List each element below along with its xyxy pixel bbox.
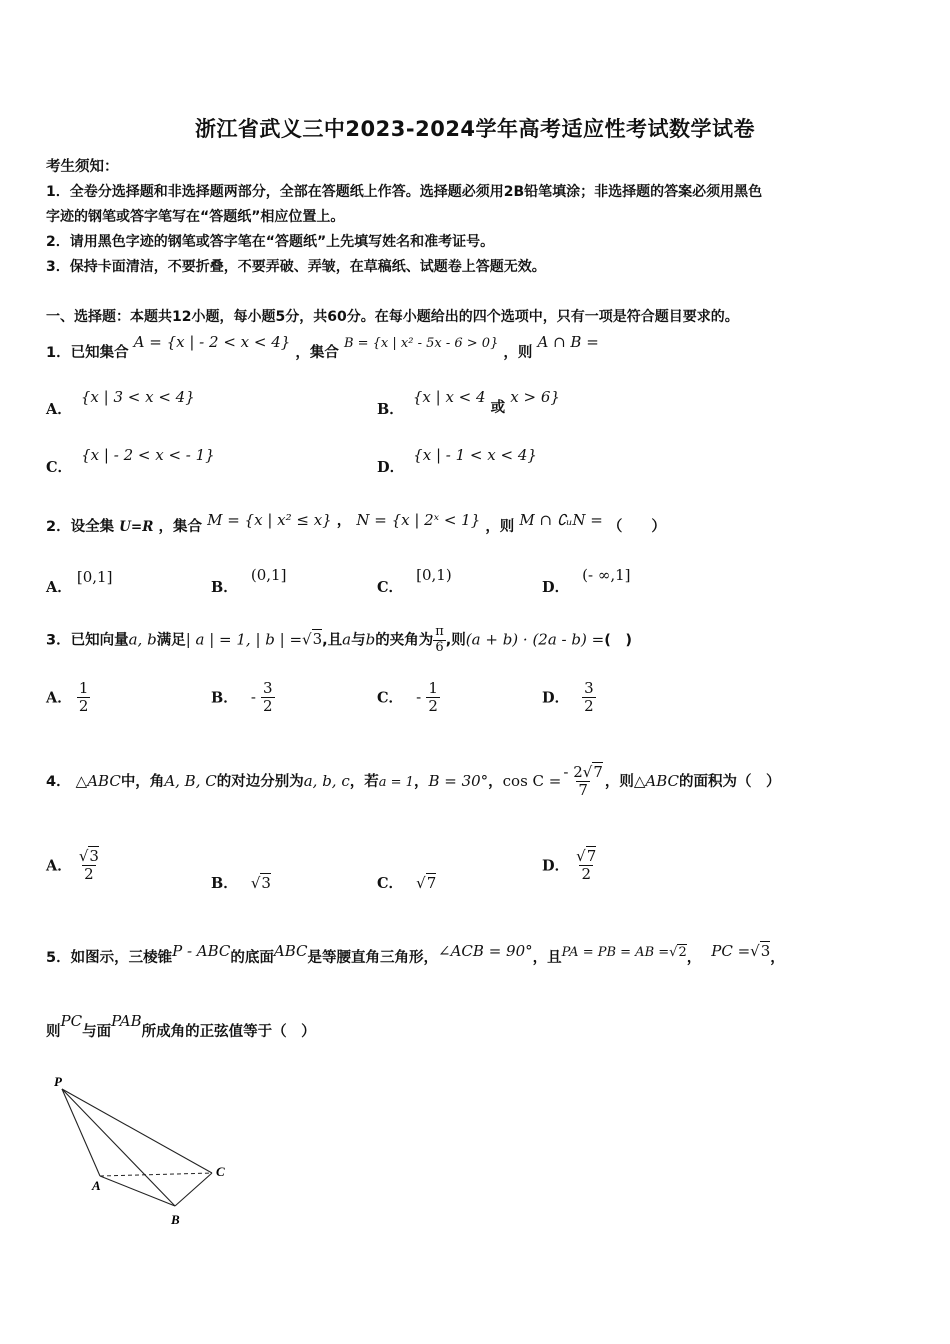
section-heading: 一、选择题：本题共12小题，每小题5分，共60分。在每小题给出的四个选项中，只有一项是符合题目要求的。 [46,309,739,325]
q4-triangle: △ABC [75,771,121,790]
vertex-label-c: C [216,1164,225,1179]
q5-pc-2: PC [60,1012,83,1030]
option-text: (0,1] [250,566,287,584]
q4-a-eq: a = 1 [378,774,414,790]
q5-prefix: 5．如图示，三棱锥 [46,950,173,966]
q3-option-c[interactable]: C． - $\frac{1}{2}$ [377,679,438,716]
q3-cond: | a | = 1, | b | = [185,630,303,649]
option-fraction: $\frac{3}{2}$ [584,679,594,716]
option-label: B． [211,689,238,707]
q5-pab: PAB [111,1012,142,1030]
option-label: A． [46,579,72,596]
option-label: C． [377,689,404,707]
option-or: 或 [490,400,506,416]
option-fraction: $\frac{√3}{2}$ [78,847,99,884]
pyramid-figure [40,1068,240,1233]
question-5-line-2: 则PC与面PAB所成角的正弦值等于（ ） [46,1012,316,1040]
q3-b: b [365,630,376,649]
option-label: C． [377,875,404,892]
q2-option-a[interactable] [46,566,113,596]
option-text: {x | - 2 < x < - 1} [81,446,215,464]
option-label: D． [542,579,570,596]
q1-then: ，则 [503,345,533,361]
option-label: B． [211,579,238,596]
q3-with: 与 [351,632,366,649]
q3-option-d[interactable] [542,680,596,716]
question-1 [46,331,599,361]
option-fraction: $\frac{1}{2}$ [78,679,89,716]
q5-angle: ∠ACB = 90° [438,942,533,960]
option-label: C． [46,459,73,476]
option-text: [0,1) [416,566,452,584]
q2-universe: U=R [119,519,154,535]
notice-item-2: 2．请用黑色字迹的钢笔或答字笔在“答题纸”上先填写姓名和准考证号。 [46,234,495,250]
q4-b-eq: B = 30° [428,771,489,790]
q2-option-b[interactable] [211,564,287,596]
q5-pyramid: P - ABC [172,942,231,960]
q3-vars: a, b [128,630,157,649]
edge-bc [175,1173,212,1206]
q1-option-a[interactable] [46,386,195,418]
q2-then: ，则 [485,519,515,535]
edge-pa [62,1089,100,1176]
option-fraction: $\frac{1}{2}$ [428,679,438,716]
q1-expr: A ∩ B = [537,333,599,351]
q5-base: ABC [273,942,308,960]
q2-option-c[interactable] [377,564,452,596]
q5-pc: PC = [711,942,751,960]
q4-prefix: 4． [46,773,71,790]
q4-sides: a, b, c [303,771,350,790]
q3-option-a[interactable] [46,680,90,716]
option-label: A． [46,401,72,418]
notice-item-3: 3．保持卡面清洁，不要折叠，不要弄破、弄皱，在草稿纸、试题卷上答题无效。 [46,259,546,275]
q2-option-d[interactable] [542,564,631,596]
q4-option-b[interactable]: B． √3 [211,874,271,892]
option-text: (- ∞,1] [582,566,631,584]
q2-expr: M ∩ ∁ᵤN = [519,511,603,529]
notice-item-1-cont: 字迹的钢笔或答字笔写在“答题纸”相应位置上。 [46,209,345,225]
q2-set-n: N = {x | 2ˣ < 1} [356,511,481,529]
q1-set-a: A = {x | - 2 < x < 4} [133,333,291,351]
q4-option-d[interactable] [542,848,598,884]
edge-pb [62,1089,175,1206]
q4-angles: A, B, C [164,771,217,790]
q1-set-b: B = {x | x² - 5x - 6 > 0} [343,336,499,351]
edge-ac-hidden [100,1173,212,1176]
q2-comma: ， [336,513,352,529]
question-4: 4． △ABC中，角A, B, C的对边分别为a, b, c，若a = 1，B = 30°，cos C = $\frac{- 2√7}{7}$ ，则△ABC的面积为（ ） [46,763,781,800]
question-5: 5．如图示，三棱锥P - ABC的底面ABC是等腰直角三角形，∠ACB = 90°，且PA = PB = AB =√2， PC =√3， [46,942,785,966]
q3-and: ,且 [322,632,343,649]
vertex-label-a: A [92,1178,101,1193]
edge-ab [100,1176,175,1206]
option-text-b: x > 6} [510,388,560,406]
page-title: 浙江省武义三中2023-2024学年高考适应性考试数学试卷 [194,117,756,141]
edge-pc [62,1089,212,1173]
option-text: {x | 3 < x < 4} [80,388,195,406]
option-fraction: $\frac{√7}{2}$ [576,847,597,884]
q3-prefix: 3．已知向量 [46,632,129,649]
option-label: D． [542,689,570,707]
q4-triangle-2: △ABC [633,771,680,790]
vertex-label-b: B [171,1212,180,1227]
q3-option-b[interactable]: B． - $\frac{3}{2}$ [211,679,273,716]
notice-item-1: 1．全卷分选择题和非选择题两部分，全部在答题纸上作答。选择题必须用2B铅笔填涂；非选择题的答案必须用黑色 [46,184,763,200]
option-fraction: $\frac{3}{2}$ [263,679,273,716]
vertex-label-p: P [54,1074,62,1089]
q3-satisfy: 满足 [156,632,186,649]
question-3: 3．已知向量a, b满足| a | = 1, | b | =√3,且a与b的夹角为 $\frac{\pi}{6}$ ,则(a + b) · (2a - b) =( ) [46,624,632,655]
q1-option-b[interactable] [377,386,560,418]
q3-root: 3 [312,630,323,649]
q3-bracket: ( ) [604,632,632,649]
option-text: [0,1] [76,568,113,586]
option-label: C． [377,579,404,596]
notice-heading: 考生须知： [46,159,119,175]
option-text: {x | - 1 < x < 4} [413,446,537,464]
q1-option-c[interactable] [46,444,215,476]
q2-mid: ，集合 [158,519,203,535]
option-label: A． [46,857,72,875]
q3-then: ,则 [445,632,466,649]
q3-angle-text: 的夹角为 [375,632,434,649]
q1-option-d[interactable] [377,444,537,476]
q2-prefix: 2．设全集 [46,519,115,535]
q3-expr: (a + b) · (2a - b) = [465,630,605,649]
q5-equal-edges: PA = PB = AB = [561,945,670,960]
option-label: A． [46,689,72,707]
q1-prefix: 1．已知集合 [46,345,129,361]
q1-mid: ，集合 [295,345,339,361]
option-label: B． [211,875,238,892]
question-2 [46,509,666,535]
option-label: D． [542,857,570,875]
q2-set-m: M = {x | x² ≤ x} [207,511,332,529]
q4-option-a[interactable] [46,848,101,884]
q4-cos: cos C = [502,771,562,790]
q2-bracket: （ ） [607,519,666,535]
option-label: D． [377,459,405,476]
q3-pi-over-6: $\frac{\pi}{6}$ [435,624,444,655]
q3-a: a [342,630,352,649]
option-text: {x | x < 4 [412,388,486,406]
option-label: B． [377,401,404,418]
q4-cos-fraction: $\frac{- 2√7}{7}$ [563,763,603,800]
q4-option-c[interactable]: C． √7 [377,874,437,892]
